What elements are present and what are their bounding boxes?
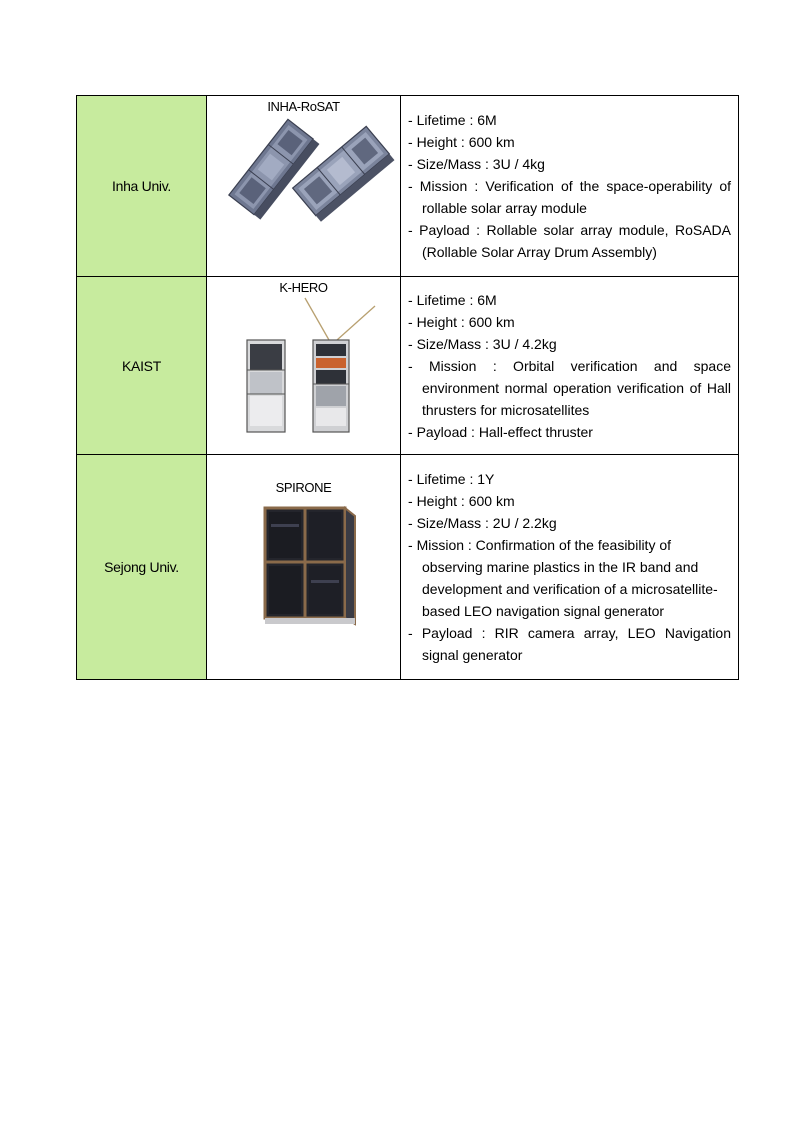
table-row bbox=[77, 96, 739, 277]
inha-rosat-satellite-image bbox=[209, 115, 399, 225]
satellite-image-cell bbox=[207, 455, 401, 680]
university-cell bbox=[77, 96, 207, 277]
spec-mission: - Mission : Orbital verification and space environment normal operation verification of Hall thrusters for microsatellites bbox=[408, 355, 731, 421]
university-cell bbox=[77, 455, 207, 680]
university-name: KAIST bbox=[122, 357, 161, 374]
spec-list bbox=[408, 468, 731, 666]
satellite-image-cell bbox=[207, 277, 401, 455]
spec-size-mass: - Size/Mass : 3U / 4.2kg bbox=[408, 333, 731, 355]
spec-size-mass: - Size/Mass : 2U / 2.2kg bbox=[408, 512, 731, 534]
satellite-name: INHA-RoSAT bbox=[267, 99, 340, 114]
university-cell bbox=[77, 277, 207, 455]
spec-height: - Height : 600 km bbox=[408, 490, 731, 512]
satellite-table bbox=[76, 95, 739, 680]
table-row bbox=[77, 455, 739, 680]
spec-lifetime: - Lifetime : 1Y bbox=[408, 468, 731, 490]
spec-size-mass: - Size/Mass : 3U / 4kg bbox=[408, 153, 731, 175]
satellite-name: SPIRONE bbox=[275, 480, 332, 495]
spec-list bbox=[408, 109, 731, 263]
spec-mission: - Mission : Confirmation of the feasibility of observing marine plastics in the IR band and development and verification of a microsatellite-based LEO navigation signal generator bbox=[408, 534, 731, 622]
specs-cell bbox=[401, 96, 739, 277]
spirone-satellite-image bbox=[209, 502, 399, 630]
spec-payload: - Payload : Hall-effect thruster bbox=[408, 421, 731, 443]
spec-height: - Height : 600 km bbox=[408, 311, 731, 333]
university-name: Inha Univ. bbox=[112, 178, 171, 194]
table-row bbox=[77, 277, 739, 455]
specs-cell bbox=[401, 455, 739, 680]
spec-payload: - Payload : Rollable solar array module, RoSADA (Rollable Solar Array Drum Assembly) bbox=[408, 219, 731, 263]
spec-lifetime: - Lifetime : 6M bbox=[408, 289, 731, 311]
spec-mission: - Mission : Verification of the space-operability of rollable solar array module bbox=[408, 175, 731, 219]
university-name: Sejong Univ. bbox=[104, 559, 179, 575]
spec-payload: - Payload : RIR camera array, LEO Navigation signal generator bbox=[408, 622, 731, 666]
spec-lifetime: - Lifetime : 6M bbox=[408, 109, 731, 131]
specs-cell bbox=[401, 277, 739, 455]
spec-height: - Height : 600 km bbox=[408, 131, 731, 153]
k-hero-satellite-image bbox=[209, 296, 399, 436]
spec-list bbox=[408, 289, 731, 443]
satellite-name: K-HERO bbox=[279, 280, 328, 295]
satellite-image-cell bbox=[207, 96, 401, 277]
